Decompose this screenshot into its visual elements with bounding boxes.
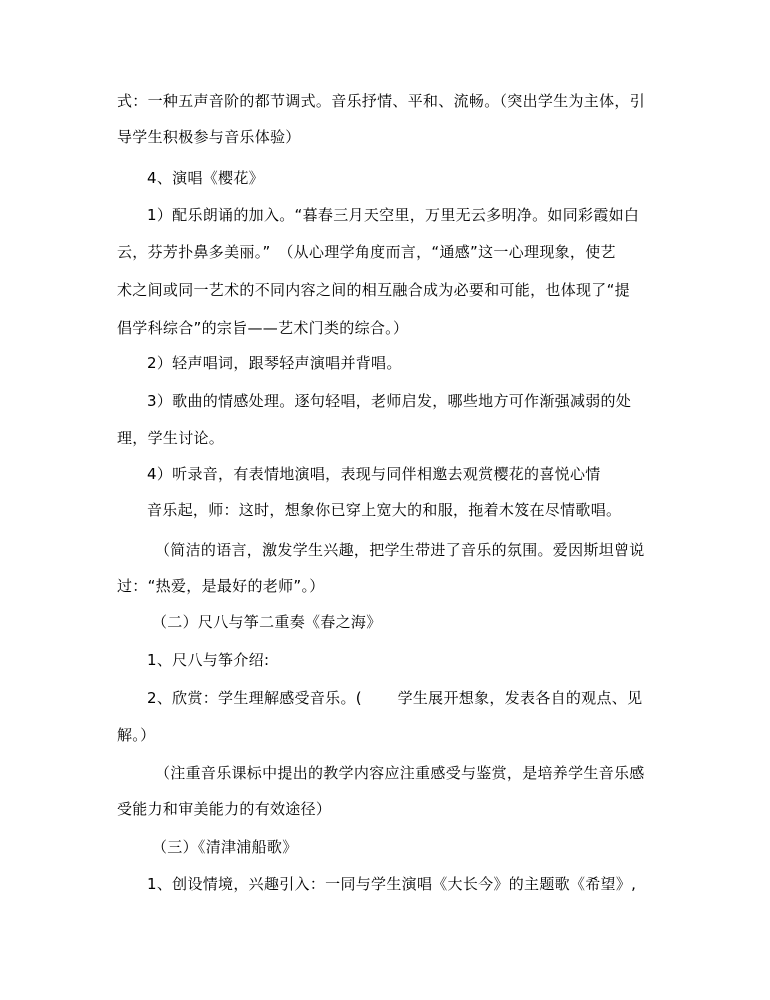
text-line: 音乐起，师：这时，想象你已穿上宽大的和服，拖着木笈在尽情歌唱。 xyxy=(147,501,622,519)
text-line: 式：一种五声音阶的都节调式。音乐抒情、平和、流畅。（突出学生为主体，引 xyxy=(117,92,646,110)
text-line: 术之间或同一艺术的不同内容之间的相互融合成为必要和可能，也体现了“提 xyxy=(117,281,630,299)
text-line: 1、尺八与筝介绍: xyxy=(147,651,270,669)
text-line: 过：“热爱，是最好的老师”。） xyxy=(117,577,325,595)
text-line: 4）听录音，有表情地演唱，表现与同伴相邀去观赏樱花的喜悦心情 xyxy=(147,465,601,483)
text-line: 解。） xyxy=(117,726,156,744)
text-line: 2）轻声唱词，跟琴轻声演唱并背唱。 xyxy=(147,354,402,372)
section-heading: 4、演唱《樱花》 xyxy=(147,169,264,187)
section-heading: （三）《清津浦船歌》 xyxy=(152,838,298,856)
text-line: 受能力和审美能力的有效途径） xyxy=(117,800,332,818)
text-line: 2、欣赏：学生理解感受音乐。( 学生展开想象，发表各自的观点、见 xyxy=(147,689,643,707)
text-line: 1）配乐朗诵的加入。“暮春三月天空里，万里无云多明净。如同彩霞如白 xyxy=(147,206,640,224)
text-line: 倡学科综合”的宗旨——艺术门类的综合。） xyxy=(117,319,409,337)
text-line: （注重音乐课标中提出的教学内容应注重感受与鉴赏，是培养学生音乐感 xyxy=(155,764,645,782)
text-line: 3）歌曲的情感处理。逐句轻唱，老师启发，哪些地方可作渐强减弱的处 xyxy=(147,392,632,410)
section-heading: （二）尺八与筝二重奏《春之海》 xyxy=(152,613,382,631)
text-line: 导学生积极参与音乐体验） xyxy=(117,128,301,146)
text-line: 理，学生讨论。 xyxy=(117,429,225,447)
text-line: （简洁的语言，激发学生兴趣，把学生带进了音乐的氛围。爱因斯坦曾说 xyxy=(155,541,645,559)
text-line: 云，芬芳扑鼻多美丽。” （从心理学角度而言，“通感”这一心理现象，使艺 xyxy=(117,243,616,261)
text-line: 1、创设情境，兴趣引入：一同与学生演唱《大长今》的主题歌《希望》, xyxy=(147,875,637,893)
